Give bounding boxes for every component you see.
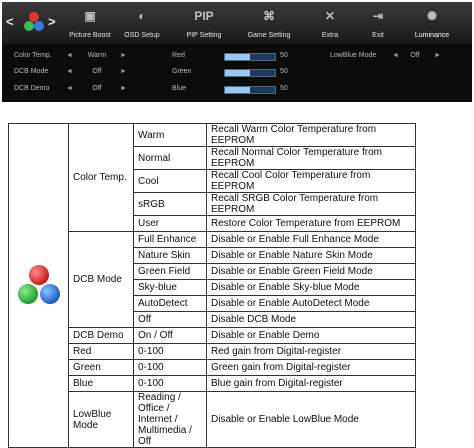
pip-icon: PIP (194, 9, 214, 23)
osd-blue-row[interactable] (172, 85, 292, 95)
decrease-arrow-icon[interactable]: ◄ (392, 52, 399, 59)
decrease-arrow-icon[interactable]: ◄ (66, 85, 73, 92)
description-cell: Restore Color Temperature from EEPROM (207, 216, 416, 232)
option-cell: Green Field (134, 264, 207, 280)
increase-arrow-icon[interactable]: ► (120, 68, 127, 75)
tab-label: Exit (372, 32, 384, 39)
luminance-icon: ✺ (426, 9, 438, 23)
item-color-temp: Color Temp. (69, 124, 134, 232)
tab-label: OSD Setup (124, 32, 160, 39)
option-cell: 0-100 (134, 360, 207, 376)
blue-slider[interactable] (224, 86, 276, 94)
setting-value: Off (410, 52, 420, 59)
setting-value: Off (92, 85, 102, 92)
osd-nav-right-arrow[interactable]: > (48, 14, 56, 29)
table-row (9, 328, 416, 344)
setting-label: Blue (172, 85, 187, 92)
description-cell: Red gain from Digital-register (207, 344, 416, 360)
description-cell: Disable DCB Mode (207, 312, 416, 328)
slider-fill (225, 54, 250, 60)
table-row (9, 344, 416, 360)
option-cell: Cool (134, 170, 207, 193)
setting-label: DCB Mode (14, 68, 49, 75)
table-row (9, 392, 416, 448)
decrease-arrow-icon[interactable]: ◄ (66, 52, 73, 59)
setting-value: Warm (87, 52, 107, 59)
option-cell: On / Off (134, 328, 207, 344)
red-slider[interactable] (224, 53, 276, 61)
table-row (9, 376, 416, 392)
description-cell: Green gain from Digital-register (207, 360, 416, 376)
extra-tools-icon: ✕ (324, 9, 336, 23)
description-cell: Recall SRGB Color Temperature from EEPROM (207, 193, 416, 216)
tab-label: Picture Boost (69, 32, 111, 39)
slider-fill (225, 87, 250, 93)
tab-label: Game Setting (247, 32, 291, 39)
color-setup-icon[interactable] (21, 10, 47, 36)
option-cell: Sky-blue (134, 280, 207, 296)
table-row (9, 360, 416, 376)
option-cell: sRGB (134, 193, 207, 216)
tab-luminance[interactable] (396, 8, 468, 39)
setting-value: 50 (280, 52, 288, 59)
description-cell: Recall Normal Color Temperature from EEPROM (207, 147, 416, 170)
item-dcb-demo: DCB Demo (69, 328, 134, 344)
option-cell: AutoDetect (134, 296, 207, 312)
osd-menu-banner (2, 2, 472, 102)
option-cell: 0-100 (134, 376, 207, 392)
game-controller-icon: ⌘ (263, 9, 275, 23)
option-cell: Warm (134, 124, 207, 147)
description-cell: Disable or Enable Green Field Mode (207, 264, 416, 280)
rgb-circles-icon (17, 265, 61, 307)
option-cell: User (134, 216, 207, 232)
increase-arrow-icon[interactable]: ► (120, 52, 127, 59)
osd-dcb-demo-row[interactable] (14, 85, 134, 95)
description-cell: Disable or Enable Demo (207, 328, 416, 344)
description-cell: Disable or Enable AutoDetect Mode (207, 296, 416, 312)
option-cell: Normal (134, 147, 207, 170)
decrease-arrow-icon[interactable]: ◄ (66, 68, 73, 75)
option-cell: Nature Skin (134, 248, 207, 264)
option-cell: Full Enhance (134, 232, 207, 248)
tab-pip-setting[interactable] (168, 8, 240, 39)
increase-arrow-icon[interactable]: ► (120, 85, 127, 92)
setting-label: Red (172, 52, 185, 59)
option-cell: Reading / Office / Internet / Multimedia / Off (134, 392, 207, 448)
setting-label: DCB Demo (14, 85, 50, 92)
slider-fill (225, 70, 250, 76)
item-dcb-mode: DCB Mode (69, 232, 134, 328)
color-setup-table (8, 123, 416, 448)
osd-red-row[interactable] (172, 52, 292, 62)
setting-label: Green (172, 68, 192, 75)
description-cell: Disable or Enable Sky-blue Mode (207, 280, 416, 296)
setting-label: Color Temp. (14, 52, 52, 59)
setting-value: 50 (280, 85, 288, 92)
setting-value: 50 (280, 68, 288, 75)
setting-label: LowBlue Mode (330, 52, 377, 59)
tab-label: Luminance (414, 32, 450, 39)
picture-boost-icon: ▣ (84, 9, 96, 23)
description-cell: Blue gain from Digital-register (207, 376, 416, 392)
description-cell: Disable or Enable LowBlue Mode (207, 392, 416, 448)
tab-label: Extra (321, 32, 339, 39)
osd-dcb-mode-row[interactable] (14, 68, 134, 78)
setting-value: Off (92, 68, 102, 75)
tab-label: PIP Setting (186, 32, 222, 39)
increase-arrow-icon[interactable]: ► (434, 52, 441, 59)
option-cell: 0-100 (134, 344, 207, 360)
exit-icon: ⇥ (372, 9, 384, 23)
description-cell: Disable or Enable Full Enhance Mode (207, 232, 416, 248)
description-cell: Recall Cool Color Temperature from EEPROM (207, 170, 416, 193)
osd-nav-left-arrow[interactable]: < (6, 14, 14, 29)
item-green: Green (69, 360, 134, 376)
option-cell: Off (134, 312, 207, 328)
osd-setup-icon: ◐ (138, 9, 146, 23)
table-row (9, 124, 416, 147)
color-setup-icon-cell (9, 124, 69, 448)
description-cell: Disable or Enable Nature Skin Mode (207, 248, 416, 264)
green-slider[interactable] (224, 69, 276, 77)
osd-color-temp-row[interactable] (14, 52, 134, 62)
osd-lowblue-row[interactable] (330, 52, 468, 62)
item-lowblue-mode: LowBlue Mode (69, 392, 134, 448)
osd-green-row[interactable] (172, 68, 292, 78)
table-row (9, 232, 416, 248)
item-blue: Blue (69, 376, 134, 392)
item-red: Red (69, 344, 134, 360)
description-cell: Recall Warm Color Temperature from EEPROM (207, 124, 416, 147)
